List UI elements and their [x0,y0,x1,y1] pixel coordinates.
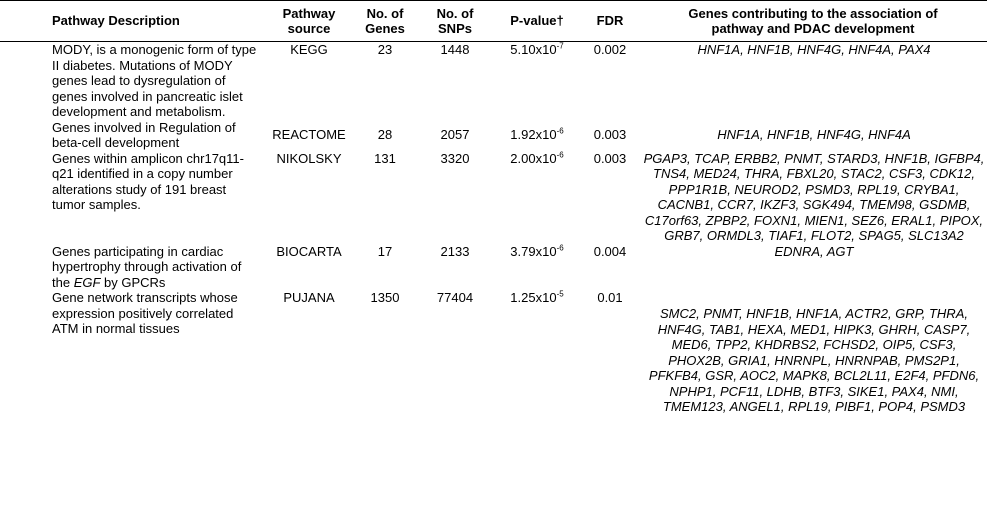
cell-snps: 1448 [440,42,470,57]
cell-description: MODY, is a monogenic form of type II diabetes. Mutations of MODY genes lead to dysregulation of genes involved in pancreatic islet development and metabolism. [52,42,257,119]
cell-snps: 2057 [440,127,470,143]
table-row [0,244,987,291]
header-genes: Genes contributing to the association of pathway and PDAC development [639,1,987,42]
header-no-snps: No. of SNPs [417,1,493,42]
cell-description: Genes participating in cardiac hypertrophy through activation of the EGF by GPCRs [52,243,242,290]
cell-description: Gene network transcripts whose expression positively correlated ATM in normal tissues [52,290,238,336]
cell-fdr: 0.004 [593,243,627,259]
table-row [0,151,987,244]
cell-pvalue: $1.92x10^{-6}$ [510,126,564,143]
cell-genes-count: 131 [374,150,396,166]
cell-genes-count: 1350 [370,290,400,305]
cell-genes: HNF1A, HNF1B, HNF4G, HNF4A, PAX4 [697,42,931,57]
cell-source: PUJANA [283,290,335,305]
cell-source: NIKOLSKY [276,150,342,166]
cell-genes: PGAP3, TCAP, ERBB2, PNMT, STARD3, HNF1B, IGFBP4, TNS4, MED24, THRA, FBXL20, STAC2, CSF3, CDK12, PPP1R1B, NEUROD2, PSMD3, RPL19, CRYBA1, CACNB1, CCR7, IKZF3, SGK494, TMEM98, GSDMB, C17orf63, ZPBP2, FOXN1, MIEN1, SEZ6, ERAL1, PIPOX, GRB7, ORMDL3, TIAF1, FLOT2, SPAG5, SLC13A2 [643,150,985,243]
cell-pvalue: $1.25x10^{-5}$ [510,289,564,305]
cell-source: KEGG [290,42,328,57]
table-row [0,42,987,120]
cell-fdr: 0.003 [593,127,627,143]
cell-genes-count: 28 [377,127,393,143]
table-row [0,290,987,415]
cell-genes-count: 23 [377,42,393,57]
cell-genes: SMC2, PNMT, HNF1B, HNF1A, ACTR2, GRP, THRA, HNF4G, TAB1, HEXA, MED1, HIPK3, GHRH, CASP7, MED6, TPP2, KHDRBS2, FCHSD2, OIP5, CSF3, PHOX2B, GRIA1, HNRNPL, HNRNPAB, PMS2P1, PFKFB4, GSR, AOC2, MAPK8, BCL2L11, E2F4, PFDN6, NPHP1, PCF11, LDHB, BTF3, SIKE1, PAX4, NMI, TMEM123, ANGEL1, RPL19, PIBF1, POP4, PSMD3 [648,306,980,414]
cell-fdr: 0.002 [593,42,627,57]
cell-genes: EDNRA, AGT [774,243,854,259]
cell-genes-count: 17 [377,243,393,259]
cell-pvalue: $2.00x10^{-6}$ [510,150,564,166]
cell-snps: 77404 [436,290,474,305]
cell-genes: HNF1A, HNF1B, HNF4G, HNF4A [717,127,911,143]
cell-fdr: 0.01 [597,290,623,305]
cell-description: Genes involved in Regulation of beta-cell development [52,119,236,150]
cell-snps: 2133 [440,243,470,259]
table-row [0,120,987,151]
cell-description: Genes within amplicon chr17q11-q21 identified in a copy number alterations study of 191 breast tumor samples. [52,150,244,212]
header-fdr: FDR [581,1,639,42]
cell-pvalue: $3.79x10^{-6}$ [510,243,564,259]
cell-fdr: 0.003 [593,150,627,166]
cell-pvalue: $5.10x10^{-7}$ [510,41,564,57]
header-no-genes: No. of Genes [353,1,417,42]
cell-source: REACTOME [272,127,346,143]
header-pathway-source: Pathway source [265,1,353,42]
cell-snps: 3320 [440,150,470,166]
header-pvalue: P-value† [493,1,581,42]
header-pathway-description: Pathway Description [0,1,265,42]
cell-source: BIOCARTA [276,243,342,259]
header-row [0,1,987,42]
